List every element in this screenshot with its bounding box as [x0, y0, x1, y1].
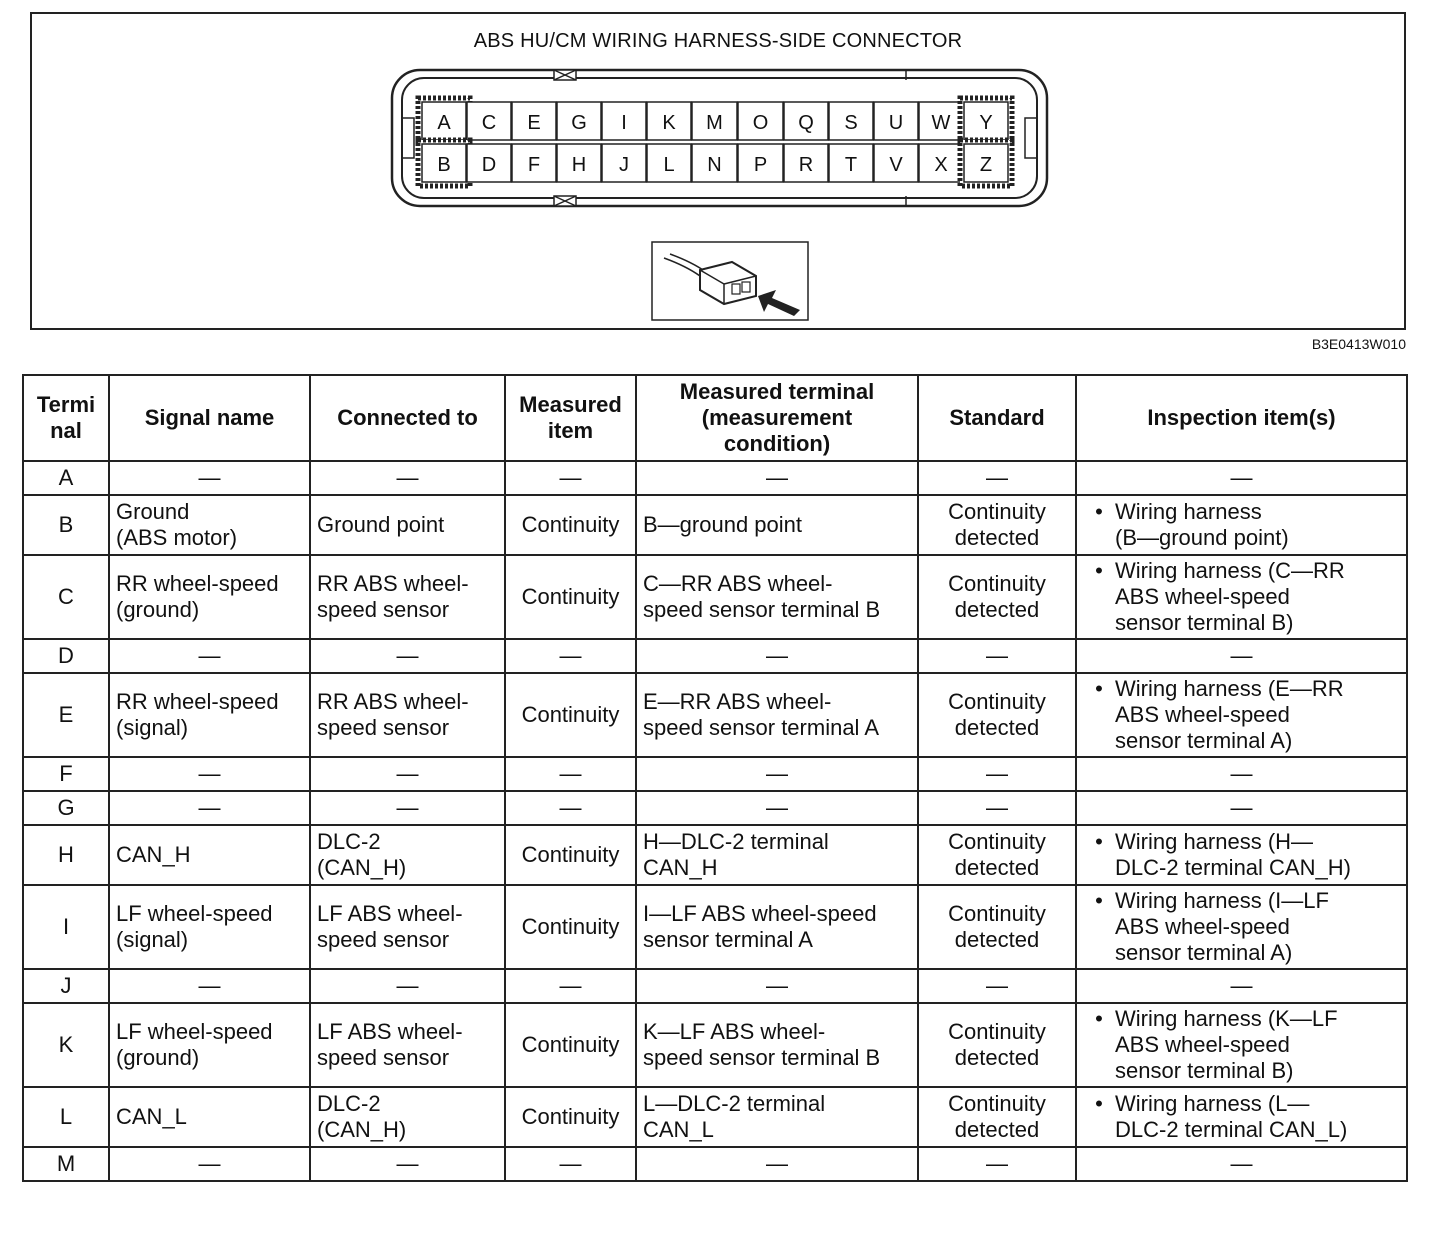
- cell-measured-terminal: —: [636, 1147, 918, 1181]
- bullet-icon: •: [1095, 829, 1103, 854]
- pin-label-c: C: [481, 112, 497, 134]
- table-row: [23, 1147, 1407, 1181]
- pin-label-j: J: [619, 154, 629, 176]
- cell-terminal: J: [23, 969, 109, 1003]
- pin-label-x: X: [934, 154, 948, 176]
- bullet-icon: •: [1095, 1006, 1103, 1031]
- inspection-text: Wiring harness (E—RR ABS wheel-speed sensor terminal A): [1115, 676, 1344, 753]
- inspection-bullet-item: [1083, 829, 1400, 881]
- inspection-bullet-item: [1083, 888, 1400, 966]
- cell-measured-item: Continuity: [505, 825, 636, 885]
- cell-measured-terminal: H—DLC-2 terminal CAN_H: [636, 825, 918, 885]
- cell-inspection-items: —: [1076, 639, 1407, 673]
- bullet-icon: •: [1095, 676, 1103, 701]
- cell-measured-item: Continuity: [505, 1087, 636, 1147]
- header-inspection-items: Inspection item(s): [1076, 375, 1407, 461]
- cell-measured-item: Continuity: [505, 1003, 636, 1087]
- cell-connected-to: DLC-2 (CAN_H): [310, 1087, 505, 1147]
- pin-grid: [418, 98, 1012, 186]
- pin-label-s: S: [844, 112, 858, 134]
- cell-measured-terminal: —: [636, 461, 918, 495]
- pin-label-b: B: [437, 154, 451, 176]
- pin-label-o: O: [752, 112, 769, 134]
- cell-signal-name: RR wheel-speed (ground): [109, 555, 310, 639]
- cell-connected-to: RR ABS wheel- speed sensor: [310, 555, 505, 639]
- cell-connected-to: LF ABS wheel- speed sensor: [310, 885, 505, 969]
- cell-signal-name: —: [109, 1147, 310, 1181]
- pin-label-g: G: [571, 112, 587, 134]
- cell-connected-to: —: [310, 969, 505, 1003]
- cell-measured-item: —: [505, 1147, 636, 1181]
- cell-terminal: B: [23, 495, 109, 555]
- cell-measured-terminal: —: [636, 969, 918, 1003]
- header-terminal: Termi nal: [23, 375, 109, 461]
- cell-measured-item: —: [505, 757, 636, 791]
- cell-connected-to: —: [310, 791, 505, 825]
- cell-standard: Continuity detected: [918, 885, 1076, 969]
- cell-signal-name: CAN_L: [109, 1087, 310, 1147]
- cell-measured-terminal: —: [636, 791, 918, 825]
- header-measured-terminal: Measured terminal (measurement condition): [636, 375, 918, 461]
- cell-connected-to: —: [310, 639, 505, 673]
- cell-measured-item: —: [505, 791, 636, 825]
- cell-terminal: C: [23, 555, 109, 639]
- bullet-icon: •: [1095, 888, 1103, 913]
- cell-terminal: D: [23, 639, 109, 673]
- pin-label-e: E: [527, 112, 541, 134]
- cell-measured-terminal: C—RR ABS wheel- speed sensor terminal B: [636, 555, 918, 639]
- pin-label-q: Q: [798, 112, 814, 134]
- inspection-bullet-item: [1083, 676, 1400, 754]
- cell-standard: Continuity detected: [918, 1087, 1076, 1147]
- header-standard: Standard: [918, 375, 1076, 461]
- table-row: [23, 885, 1407, 969]
- bullet-icon: •: [1095, 558, 1103, 583]
- table-row: [23, 969, 1407, 1003]
- pin-label-a: A: [437, 112, 451, 134]
- pin-label-d: D: [481, 154, 497, 176]
- table-row: [23, 1003, 1407, 1087]
- inspection-bullet-item: [1083, 1006, 1400, 1084]
- cell-measured-item: —: [505, 461, 636, 495]
- connector-diagram: [32, 14, 1404, 328]
- inspection-text: Wiring harness (K—LF ABS wheel-speed sensor terminal B): [1115, 1006, 1338, 1083]
- cell-terminal: E: [23, 673, 109, 757]
- inspection-text: Wiring harness (I—LF ABS wheel-speed sensor terminal A): [1115, 888, 1329, 965]
- cell-measured-terminal: K—LF ABS wheel- speed sensor terminal B: [636, 1003, 918, 1087]
- cell-connected-to: DLC-2 (CAN_H): [310, 825, 505, 885]
- cell-standard: Continuity detected: [918, 825, 1076, 885]
- header-connected-to: Connected to: [310, 375, 505, 461]
- cell-inspection-items: [1076, 1087, 1407, 1147]
- cell-standard: —: [918, 791, 1076, 825]
- bullet-icon: •: [1095, 499, 1103, 524]
- table-row: [23, 495, 1407, 555]
- cell-measured-terminal: E—RR ABS wheel- speed sensor terminal A: [636, 673, 918, 757]
- table-row: [23, 555, 1407, 639]
- table-row: [23, 461, 1407, 495]
- cell-standard: —: [918, 1147, 1076, 1181]
- cell-measured-terminal: I—LF ABS wheel-speed sensor terminal A: [636, 885, 918, 969]
- cell-standard: Continuity detected: [918, 555, 1076, 639]
- cell-signal-name: —: [109, 639, 310, 673]
- pin-label-y: Y: [979, 112, 993, 134]
- cell-connected-to: —: [310, 461, 505, 495]
- cell-measured-item: Continuity: [505, 673, 636, 757]
- table-row: [23, 791, 1407, 825]
- cell-signal-name: LF wheel-speed (ground): [109, 1003, 310, 1087]
- cell-measured-item: Continuity: [505, 555, 636, 639]
- cell-inspection-items: [1076, 885, 1407, 969]
- table-row: [23, 639, 1407, 673]
- cell-inspection-items: —: [1076, 1147, 1407, 1181]
- cell-inspection-items: [1076, 1003, 1407, 1087]
- pin-label-r: R: [798, 154, 814, 176]
- pin-label-u: U: [888, 112, 904, 134]
- terminal-table: [22, 374, 1408, 1182]
- table-header-row: [23, 375, 1407, 461]
- inspection-bullet-item: [1083, 558, 1400, 636]
- cell-measured-terminal: —: [636, 757, 918, 791]
- cell-terminal: G: [23, 791, 109, 825]
- pin-label-h: H: [571, 154, 587, 176]
- inspection-text: Wiring harness (H— DLC-2 terminal CAN_H): [1115, 829, 1351, 880]
- cell-inspection-items: —: [1076, 757, 1407, 791]
- pin-label-t: T: [844, 154, 858, 176]
- cell-measured-terminal: B—ground point: [636, 495, 918, 555]
- inspection-bullet-item: [1083, 499, 1400, 551]
- cell-terminal: L: [23, 1087, 109, 1147]
- cell-inspection-items: [1076, 673, 1407, 757]
- pin-label-m: M: [706, 112, 723, 134]
- cell-measured-item: Continuity: [505, 495, 636, 555]
- cell-measured-terminal: L—DLC-2 terminal CAN_L: [636, 1087, 918, 1147]
- cell-measured-item: —: [505, 969, 636, 1003]
- pin-label-f: F: [527, 154, 541, 176]
- table-body: [23, 461, 1407, 1181]
- header-signal-name: Signal name: [109, 375, 310, 461]
- cell-signal-name: —: [109, 757, 310, 791]
- cell-signal-name: —: [109, 791, 310, 825]
- figure-code: B3E0413W010: [1311, 336, 1406, 352]
- cell-connected-to: Ground point: [310, 495, 505, 555]
- cell-inspection-items: [1076, 825, 1407, 885]
- inspection-text: Wiring harness (L— DLC-2 terminal CAN_L): [1115, 1091, 1348, 1142]
- inspection-text: Wiring harness (C—RR ABS wheel-speed sensor terminal B): [1115, 558, 1345, 635]
- pin-label-w: W: [931, 112, 951, 134]
- cell-standard: —: [918, 969, 1076, 1003]
- table-row: [23, 757, 1407, 791]
- cell-measured-terminal: —: [636, 639, 918, 673]
- pin-label-n: N: [707, 154, 722, 176]
- header-measured-item: Measured item: [505, 375, 636, 461]
- cell-measured-item: Continuity: [505, 885, 636, 969]
- cell-terminal: F: [23, 757, 109, 791]
- cell-signal-name: Ground (ABS motor): [109, 495, 310, 555]
- table-row: [23, 1087, 1407, 1147]
- cell-inspection-items: [1076, 555, 1407, 639]
- cell-standard: Continuity detected: [918, 673, 1076, 757]
- pin-label-v: V: [889, 154, 903, 176]
- cell-standard: —: [918, 639, 1076, 673]
- cell-terminal: M: [23, 1147, 109, 1181]
- cell-signal-name: RR wheel-speed (signal): [109, 673, 310, 757]
- cell-signal-name: CAN_H: [109, 825, 310, 885]
- bullet-icon: •: [1095, 1091, 1103, 1116]
- cell-terminal: K: [23, 1003, 109, 1087]
- cell-signal-name: LF wheel-speed (signal): [109, 885, 310, 969]
- cell-signal-name: —: [109, 969, 310, 1003]
- cell-signal-name: —: [109, 461, 310, 495]
- cell-connected-to: —: [310, 757, 505, 791]
- cell-standard: —: [918, 461, 1076, 495]
- cell-inspection-items: —: [1076, 791, 1407, 825]
- connector-figure: [30, 12, 1406, 330]
- inspection-bullet-item: [1083, 1091, 1400, 1143]
- cell-standard: Continuity detected: [918, 495, 1076, 555]
- cell-inspection-items: —: [1076, 461, 1407, 495]
- figure-title: ABS HU/CM WIRING HARNESS-SIDE CONNECTOR: [473, 30, 963, 52]
- cell-inspection-items: —: [1076, 969, 1407, 1003]
- cell-standard: Continuity detected: [918, 1003, 1076, 1087]
- cell-terminal: I: [23, 885, 109, 969]
- pin-label-l: L: [663, 154, 675, 176]
- cell-inspection-items: [1076, 495, 1407, 555]
- cell-connected-to: —: [310, 1147, 505, 1181]
- cell-measured-item: —: [505, 639, 636, 673]
- cell-standard: —: [918, 757, 1076, 791]
- pin-label-k: K: [662, 112, 676, 134]
- cell-connected-to: RR ABS wheel- speed sensor: [310, 673, 505, 757]
- cell-connected-to: LF ABS wheel- speed sensor: [310, 1003, 505, 1087]
- pin-label-z: Z: [979, 154, 993, 176]
- pin-label-p: P: [753, 154, 768, 176]
- table-row: [23, 825, 1407, 885]
- cell-terminal: H: [23, 825, 109, 885]
- table-row: [23, 673, 1407, 757]
- cell-terminal: A: [23, 461, 109, 495]
- inspection-text: Wiring harness (B—ground point): [1115, 499, 1289, 550]
- pin-label-i: I: [621, 112, 627, 134]
